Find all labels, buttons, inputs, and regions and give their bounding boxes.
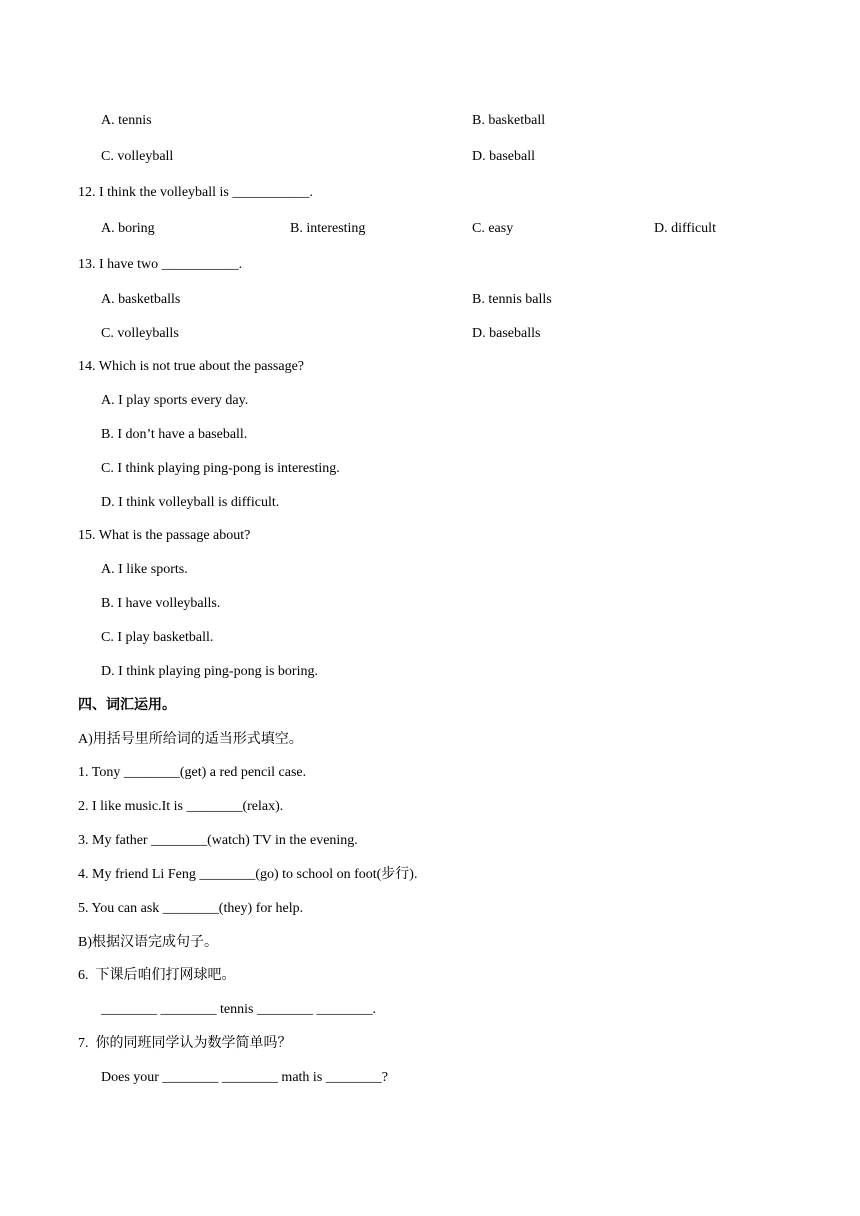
part-a-item-1: 1. Tony ________(get) a red pencil case. xyxy=(78,765,307,780)
q15-option-d: D. I think playing ping-pong is boring. xyxy=(101,664,318,679)
q14-option-c: C. I think playing ping-pong is interesting. xyxy=(101,461,340,476)
q14-option-d: D. I think volleyball is difficult. xyxy=(101,495,280,510)
part-b-item-6-chinese: 6. 下课后咱们打网球吧。 xyxy=(78,968,236,983)
q13-option-c: C. volleyballs xyxy=(101,326,179,341)
part-a-instruction: A)用括号里所给词的适当形式填空。 xyxy=(78,732,303,747)
q11-option-a: A. tennis xyxy=(101,113,152,128)
q11-option-c: C. volleyball xyxy=(101,149,174,164)
q12-option-a: A. boring xyxy=(101,221,155,236)
q14-option-b: B. I don’t have a baseball. xyxy=(101,427,248,442)
section-heading: 四、词汇运用。 xyxy=(78,698,176,713)
q11-option-d: D. baseball xyxy=(472,149,535,164)
q13-option-b: B. tennis balls xyxy=(472,292,552,307)
part-a-item-4: 4. My friend Li Feng ________(go) to school on foot(步行). xyxy=(78,867,418,882)
part-b-item-7-blank: Does your ________ ________ math is ________? xyxy=(101,1070,388,1085)
q11-option-b: B. basketball xyxy=(472,113,546,128)
q12-stem: 12. I think the volleyball is ___________. xyxy=(78,185,313,200)
q12-option-b: B. interesting xyxy=(290,221,366,236)
q15-option-a: A. I like sports. xyxy=(101,562,188,577)
q13-stem: 13. I have two ___________. xyxy=(78,257,243,272)
q14-stem: 14. Which is not true about the passage? xyxy=(78,359,305,374)
q13-option-d: D. baseballs xyxy=(472,326,541,341)
part-a-item-5: 5. You can ask ________(they) for help. xyxy=(78,901,304,916)
q12-option-d: D. difficult xyxy=(654,221,716,236)
q15-option-c: C. I play basketball. xyxy=(101,630,214,645)
part-a-item-3: 3. My father ________(watch) TV in the evening. xyxy=(78,833,358,848)
part-b-item-6-blank: ________ ________ tennis ________ ________. xyxy=(101,1002,376,1017)
q14-option-a: A. I play sports every day. xyxy=(101,393,249,408)
q13-option-a: A. basketballs xyxy=(101,292,181,307)
q12-option-c: C. easy xyxy=(472,221,514,236)
q15-option-b: B. I have volleyballs. xyxy=(101,596,221,611)
q15-stem: 15. What is the passage about? xyxy=(78,528,251,543)
part-b-instruction: B)根据汉语完成句子。 xyxy=(78,935,218,950)
part-a-item-2: 2. I like music.It is ________(relax). xyxy=(78,799,284,814)
part-b-item-7-chinese: 7. 你的同班同学认为数学简单吗？ xyxy=(78,1036,292,1051)
